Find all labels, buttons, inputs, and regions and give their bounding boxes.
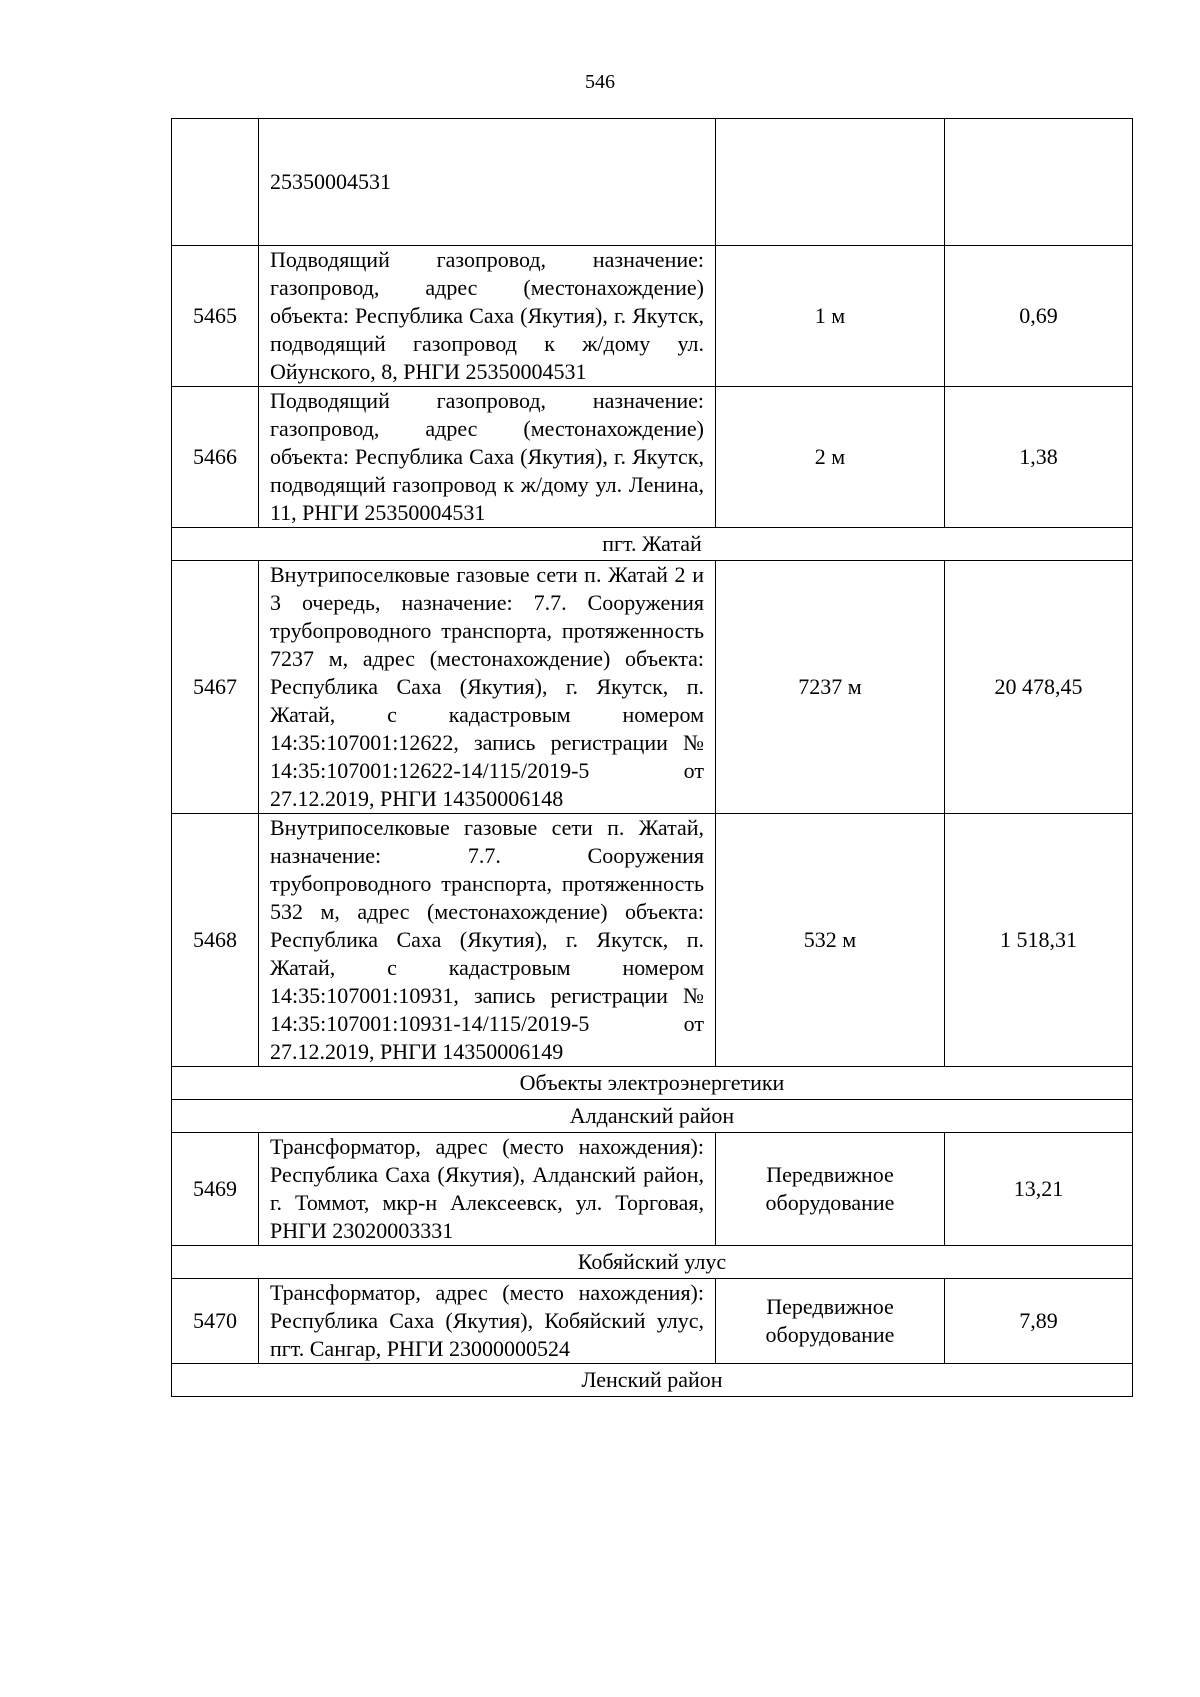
table-row <box>172 246 1133 387</box>
row-description: Внутрипоселковые газовые сети п. Жатай, назначение: 7.7. Сооружения трубопроводного транспорта, протяженность 532 м, адрес (местонахождение) объекта: Республика Саха (Якутия), г. Якутск, п. Жатай, с кадастровым номером 14:35:107001:10931, запись регистрации № 14:35:107001:10931-14/115/2019-5 от 27.12.2019, РНГИ 14350006149 <box>259 814 716 1067</box>
row-value: 1,38 <box>945 387 1133 528</box>
row-number: 5468 <box>172 814 259 1067</box>
row-number: 5469 <box>172 1133 259 1246</box>
table-row <box>172 119 1133 246</box>
page-number: 546 <box>585 71 615 93</box>
row-quantity: Передвижное оборудование <box>716 1279 945 1364</box>
table-row <box>172 1133 1133 1246</box>
table-row <box>172 387 1133 528</box>
row-description: Внутрипоселковые газовые сети п. Жатай 2 и 3 очередь, назначение: 7.7. Сооружения трубопроводного транспорта, протяженность 7237 м, адрес (местонахождение) объекта: Республика Саха (Якутия), г. Якутск, п. Жатай, с кадастровым номером 14:35:107001:12622, запись регистрации № 14:35:107001:12622-14/115/2019-5 от 27.12.2019, РНГИ 14350006148 <box>259 561 716 814</box>
table-row <box>172 1279 1133 1364</box>
row-number: 5465 <box>172 246 259 387</box>
table-row <box>172 561 1133 814</box>
section-title: пгт. Жатай <box>172 528 1133 561</box>
row-number: 5467 <box>172 561 259 814</box>
row-value: 1 518,31 <box>945 814 1133 1067</box>
row-description: Подводящий газопровод, назначение: газопровод, адрес (местонахождение) объекта: Республика Саха (Якутия), г. Якутск, подводящий газопровод к ж/дому ул. Ойунского, 8, РНГИ 25350004531 <box>259 246 716 387</box>
row-number <box>172 119 259 246</box>
row-value: 20 478,45 <box>945 561 1133 814</box>
row-quantity: 532 м <box>716 814 945 1067</box>
row-description: 25350004531 <box>259 119 716 246</box>
row-number: 5470 <box>172 1279 259 1364</box>
row-quantity: 2 м <box>716 387 945 528</box>
registry-table <box>171 118 1133 1397</box>
section-row <box>172 1364 1133 1397</box>
table-row <box>172 814 1133 1067</box>
row-value: 13,21 <box>945 1133 1133 1246</box>
row-description: Подводящий газопровод, назначение: газопровод, адрес (местонахождение) объекта: Республика Саха (Якутия), г. Якутск, подводящий газопровод к ж/дому ул. Ленина, 11, РНГИ 25350004531 <box>259 387 716 528</box>
row-quantity: 1 м <box>716 246 945 387</box>
row-value <box>945 119 1133 246</box>
row-description: Трансформатор, адрес (место нахождения): Республика Саха (Якутия), Кобяйский улус, пгт. Сангар, РНГИ 23000000524 <box>259 1279 716 1364</box>
row-value: 0,69 <box>945 246 1133 387</box>
section-title: Объекты электроэнергетики <box>172 1067 1133 1100</box>
row-quantity <box>716 119 945 246</box>
section-title: Ленский район <box>172 1364 1133 1397</box>
section-row <box>172 1246 1133 1279</box>
section-row <box>172 528 1133 561</box>
row-number: 5466 <box>172 387 259 528</box>
section-title: Кобяйский улус <box>172 1246 1133 1279</box>
section-row <box>172 1067 1133 1100</box>
row-description: Трансформатор, адрес (место нахождения): Республика Саха (Якутия), Алданский район, г. Томмот, мкр-н Алексеевск, ул. Торговая, РНГИ 23020003331 <box>259 1133 716 1246</box>
row-quantity: Передвижное оборудование <box>716 1133 945 1246</box>
section-row <box>172 1100 1133 1133</box>
row-quantity: 7237 м <box>716 561 945 814</box>
row-value: 7,89 <box>945 1279 1133 1364</box>
section-title: Алданский район <box>172 1100 1133 1133</box>
